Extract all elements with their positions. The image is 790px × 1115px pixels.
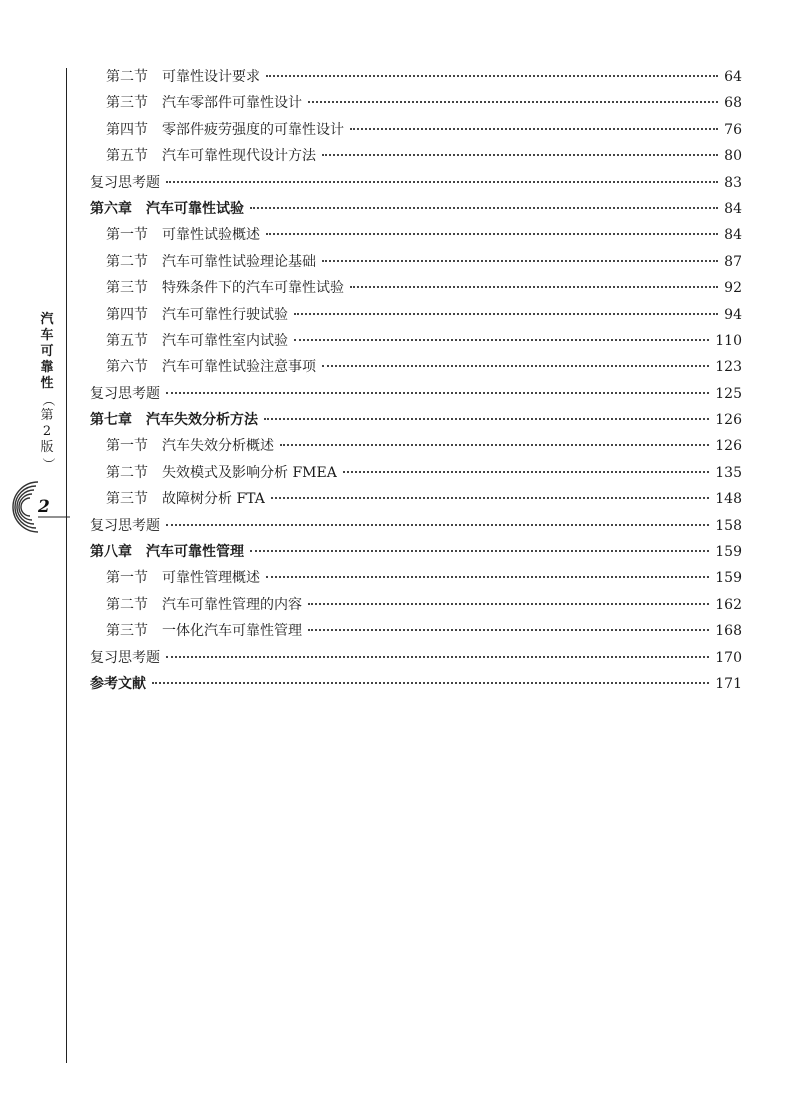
toc-entry-number: 第三节 [106,491,148,508]
toc-entry-page: 64 [724,69,742,85]
toc-entry-title: 汽车可靠性试验注意事项 [162,359,316,376]
toc-entry-page: 126 [715,438,742,455]
toc-entry[interactable] [90,224,742,250]
toc-entry-page: 84 [724,227,742,244]
toc-entry[interactable] [90,356,742,382]
toc-entry-title: 汽车零部件可靠性设计 [162,95,302,112]
dot-leader [250,207,718,209]
toc-entry-title: 复习思考题 [90,517,160,534]
dot-leader [266,233,718,235]
dot-leader [166,524,709,526]
edition-char: 第 [40,408,54,423]
dot-leader [322,260,718,262]
toc-entry[interactable] [90,435,742,461]
toc-entry-number: 第三节 [106,95,148,112]
toc-entry-page: 159 [715,544,742,561]
toc-entry-title: 可靠性试验概述 [162,227,260,244]
toc-entry-number: 第三节 [106,623,148,640]
toc-entry-title: 汽车失效分析概述 [162,438,274,455]
toc-entry[interactable] [90,198,742,224]
toc-entry-title: 汽车可靠性现代设计方法 [162,148,316,165]
toc-entry-page: 126 [715,412,742,429]
toc-entry-page: 158 [715,517,742,534]
toc-entry-page: 148 [715,491,742,508]
toc-entry-title: 汽车可靠性管理的内容 [162,596,302,613]
toc-entry-number: 第五节 [106,148,148,165]
toc-entry-number: 第三节 [106,280,148,297]
toc-entry-number: 第四节 [106,121,148,138]
toc-entry-page: 123 [715,359,742,376]
toc-entry-number: 第四节 [106,306,148,323]
toc-entry[interactable] [90,515,742,541]
toc-entry-number: 第二节 [106,596,148,613]
dot-leader [152,682,709,684]
toc-entry[interactable] [90,462,742,488]
toc-entry-page: 171 [715,675,742,692]
table-of-contents [90,66,742,699]
dot-leader [350,286,718,288]
toc-entry-title: 参考文献 [90,675,146,692]
toc-entry[interactable] [90,567,742,593]
toc-entry-page: 68 [724,95,742,112]
toc-entry-number: 第八章 [90,544,132,561]
toc-entry-title: 汽车可靠性试验理论基础 [162,253,316,270]
toc-entry[interactable] [90,304,742,330]
dot-leader [322,365,709,367]
edition-close-paren: ） [40,457,55,471]
book-title-char: 靠 [40,360,54,375]
toc-entry-title: 故障树分析 FTA [162,491,265,508]
toc-entry[interactable] [90,251,742,277]
toc-entry-title: 汽车可靠性行驶试验 [162,306,288,323]
toc-entry[interactable] [90,119,742,145]
toc-entry-number: 第六章 [90,200,132,217]
dot-leader [350,128,718,130]
dot-leader [308,629,709,631]
toc-entry-page: 83 [724,174,742,191]
dot-leader [264,418,709,420]
toc-entry[interactable] [90,488,742,514]
toc-entry[interactable] [90,594,742,620]
toc-entry-page: 125 [715,385,742,402]
dot-leader [166,181,718,183]
toc-entry-number: 第二节 [106,464,148,481]
toc-entry-title: 汽车失效分析方法 [146,412,258,429]
page-number: 2 [38,497,50,517]
margin-rule [66,68,67,1063]
toc-entry-page: 94 [724,306,742,323]
toc-entry-number: 第一节 [106,438,148,455]
toc-entry-title: 失效模式及影响分析 FMEA [162,464,337,481]
toc-entry-title: 一体化汽车可靠性管理 [162,623,302,640]
toc-entry-page: 135 [715,464,742,481]
toc-entry-page: 168 [715,623,742,640]
toc-entry[interactable] [90,620,742,646]
toc-entry-page: 76 [724,121,742,138]
toc-entry-page: 84 [724,200,742,217]
toc-entry-page: 162 [715,596,742,613]
dot-leader [250,550,709,552]
toc-entry-title: 复习思考题 [90,174,160,191]
book-title-vertical [35,312,59,392]
toc-entry[interactable] [90,541,742,567]
toc-entry-title: 汽车可靠性室内试验 [162,332,288,349]
toc-entry-title: 可靠性管理概述 [162,570,260,587]
dot-leader [308,101,718,103]
toc-entry[interactable] [90,673,742,699]
toc-entry-title: 汽车可靠性试验 [146,200,244,217]
dot-leader [294,313,718,315]
toc-entry-title: 复习思考题 [90,385,160,402]
dot-leader [322,154,718,156]
toc-entry[interactable] [90,409,742,435]
toc-entry-title: 特殊条件下的汽车可靠性试验 [162,280,344,297]
book-title-char: 汽 [40,312,54,327]
dot-leader [266,75,718,77]
book-title-char: 性 [40,376,54,391]
dot-leader [271,497,709,499]
dot-leader [343,471,709,473]
dot-leader [308,603,709,605]
running-head-vertical [35,312,59,472]
book-title-char: 可 [40,344,54,359]
toc-entry-title: 零部件疲劳强度的可靠性设计 [162,121,344,138]
edition-vertical [35,408,59,456]
toc-entry-number: 第六节 [106,359,148,376]
toc-entry-title: 复习思考题 [90,649,160,666]
toc-entry-number: 第一节 [106,227,148,244]
toc-entry-page: 159 [715,570,742,587]
toc-entry[interactable] [90,145,742,171]
edition-open-paren: （ [40,393,55,407]
toc-entry[interactable] [90,277,742,303]
toc-entry-page: 170 [715,649,742,666]
toc-entry-number: 第二节 [106,253,148,270]
toc-entry-page: 110 [715,332,742,349]
toc-entry[interactable] [90,66,742,92]
dot-leader [166,656,709,658]
dot-leader [294,339,709,341]
edition-char: 2 [42,424,52,439]
dot-leader [266,576,709,578]
toc-entry-number: 第七章 [90,412,132,429]
toc-entry[interactable] [90,330,742,356]
toc-entry-title: 汽车可靠性管理 [146,544,244,561]
toc-entry-page: 80 [724,148,742,165]
dot-leader [166,392,709,394]
edition-char: 版 [40,440,54,455]
toc-entry[interactable] [90,92,742,118]
toc-entry-page: 87 [724,253,742,270]
dot-leader [280,444,709,446]
toc-entry-title: 可靠性设计要求 [162,69,260,85]
toc-entry[interactable] [90,172,742,198]
toc-entry-number: 第二节 [106,69,148,85]
toc-entry[interactable] [90,383,742,409]
book-title-char: 车 [40,328,54,343]
toc-entry[interactable] [90,647,742,673]
toc-entry-number: 第一节 [106,570,148,587]
toc-entry-number: 第五节 [106,332,148,349]
toc-entry-page: 92 [724,280,742,297]
